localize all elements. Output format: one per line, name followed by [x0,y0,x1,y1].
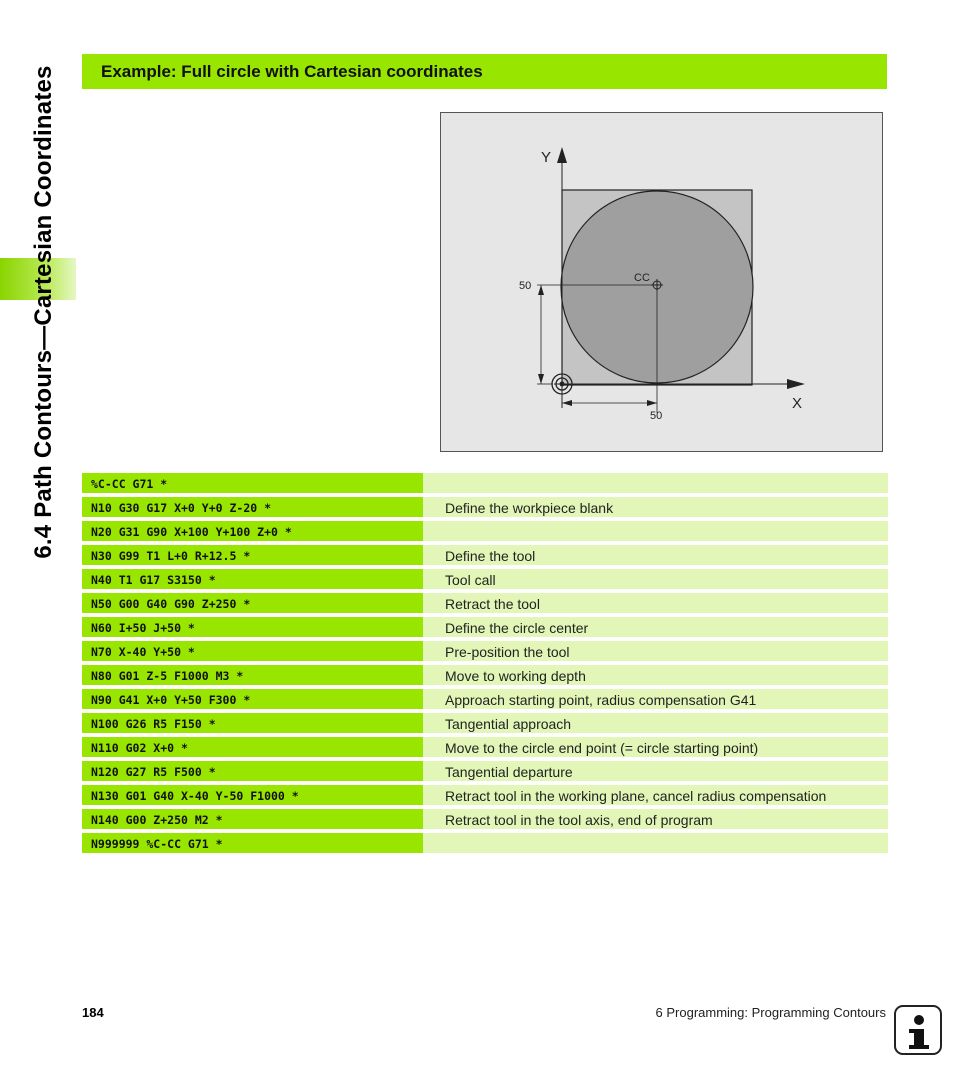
desc-cell: Approach starting point, radius compensation G41 [423,689,888,711]
circle-diagram [440,112,883,452]
origin-dot [560,382,565,387]
code-cell: N20 G31 G90 X+100 Y+100 Z+0 * [82,521,423,543]
desc-cell: Tool call [423,569,888,591]
page-number: 184 [82,1005,104,1020]
table-row [82,713,888,737]
table-row [82,521,888,545]
table-row [82,833,888,857]
desc-cell: Define the workpiece blank [423,497,888,519]
code-cell: N60 I+50 J+50 * [82,617,423,639]
table-row [82,761,888,785]
table-row [82,641,888,665]
desc-cell: Tangential departure [423,761,888,783]
table-row [82,617,888,641]
code-cell: N10 G30 G17 X+0 Y+0 Z-20 * [82,497,423,519]
example-title: Example: Full circle with Cartesian coordinates [101,61,483,81]
side-chapter-title [0,0,80,1091]
x-dimension-arrow-right [647,400,657,406]
table-row [82,569,888,593]
y-axis-arrow [557,147,567,163]
desc-cell: Define the tool [423,545,888,567]
table-row [82,593,888,617]
x-dimension-label: 50 [650,410,663,422]
y-dimension-arrow-top [538,285,544,295]
table-row [82,689,888,713]
x-dimension-arrow-left [562,400,572,406]
code-cell: N70 X-40 Y+50 * [82,641,423,663]
info-icon-foot [909,1045,929,1049]
desc-cell: Retract tool in the working plane, cancel radius compensation [423,785,888,807]
y-dimension-arrow-bottom [538,374,544,384]
side-chapter-title-text: 6.4 Path Contours—Cartesian Coordinates [30,65,57,559]
table-row [82,665,888,689]
table-row [82,545,888,569]
code-cell: N120 G27 R5 F500 * [82,761,423,783]
desc-cell [423,473,888,495]
info-icon[interactable] [894,1005,942,1055]
x-axis-arrow [787,379,805,389]
code-cell: N50 G00 G40 G90 Z+250 * [82,593,423,615]
desc-cell: Move to the circle end point (= circle starting point) [423,737,888,759]
desc-cell: Define the circle center [423,617,888,639]
y-axis-label: Y [541,149,552,166]
code-cell: N140 G00 Z+250 M2 * [82,809,423,831]
code-cell: N110 G02 X+0 * [82,737,423,759]
circle-diagram-svg [441,113,884,453]
desc-cell: Retract the tool [423,593,888,615]
code-cell: N999999 %C-CC G71 * [82,833,423,855]
example-header [82,54,887,89]
code-cell: N90 G41 X+0 Y+50 F300 * [82,689,423,711]
desc-cell [423,833,888,855]
info-icon-dot [914,1015,924,1025]
table-row [82,737,888,761]
code-cell: N130 G01 G40 X-40 Y-50 F1000 * [82,785,423,807]
desc-cell: Tangential approach [423,713,888,735]
center-label: CC [634,272,650,284]
code-cell: N100 G26 R5 F150 * [82,713,423,735]
x-axis-label: X [792,395,803,412]
code-cell: N40 T1 G17 S3150 * [82,569,423,591]
code-cell: %C-CC G71 * [82,473,423,495]
desc-cell: Move to working depth [423,665,888,687]
code-cell: N80 G01 Z-5 F1000 M3 * [82,665,423,687]
code-cell: N30 G99 T1 L+0 R+12.5 * [82,545,423,567]
table-row [82,785,888,809]
desc-cell: Pre-position the tool [423,641,888,663]
table-row [82,809,888,833]
desc-cell [423,521,888,543]
table-row [82,473,888,497]
program-table [82,473,888,857]
footer-chapter-title: 6 Programming: Programming Contours [655,1005,886,1020]
desc-cell: Retract tool in the tool axis, end of program [423,809,888,831]
y-dimension-label: 50 [519,280,532,292]
table-row [82,497,888,521]
